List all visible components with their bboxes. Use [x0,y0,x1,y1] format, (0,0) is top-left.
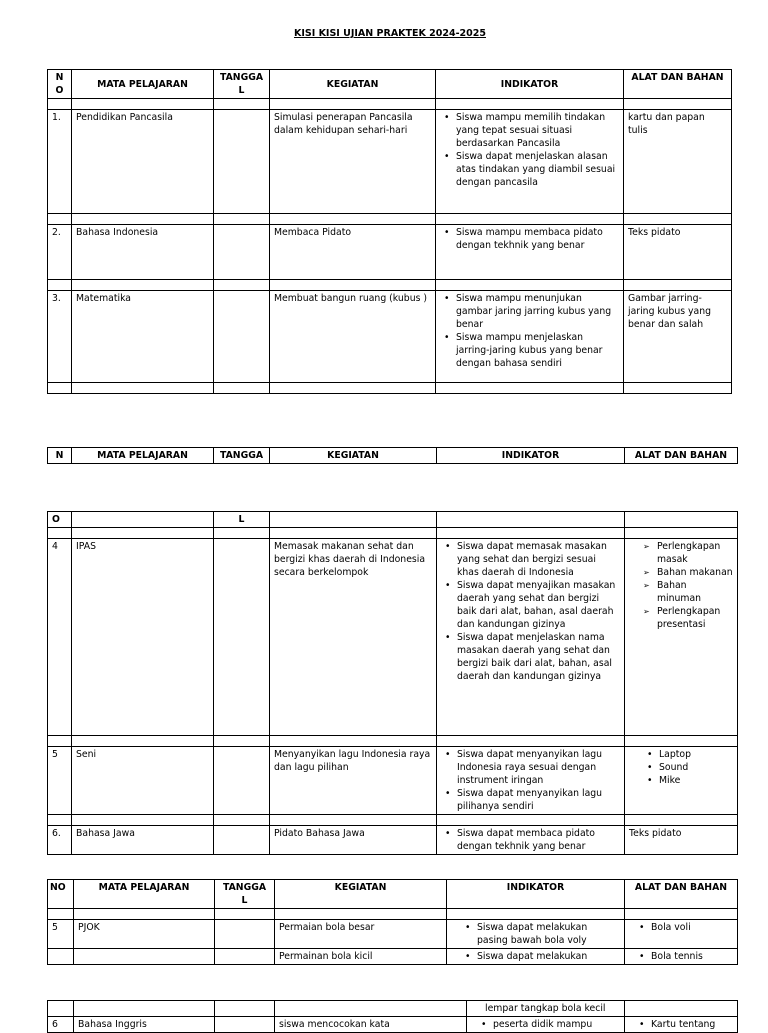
indikator-item: • Siswa dapat membaca pidato dengan tekhnik yang benar [441,827,620,853]
row-no: 4 [48,539,72,736]
alat-item: • Sound [643,761,733,774]
header-no: NO [48,880,74,909]
row-kegiatan: Permainan bola kicil [275,949,447,965]
indikator-item: • Siswa dapat menjelaskan nama masakan daerah yang sehat dan bergizi baik dari alat, bahan, asal daerah dan kandungan gizinya [441,631,620,683]
row-indikator [447,949,625,965]
row-tanggal [214,539,270,736]
header-indikator: INDIKATOR [436,70,624,99]
indikator-item: • Siswa dapat menyanyikan lagu pilihanya sendiri [441,787,620,813]
row-indikator [436,291,624,383]
alat-item: ➢ Bahan makanan [643,566,733,579]
header-no: N [48,448,72,464]
row-no [48,949,74,965]
row-tanggal [214,110,270,214]
row-mata-pelajaran: IPAS [72,539,214,736]
row-indikator [437,539,625,736]
row-alat-bahan: Gambar jarring-jaring kubus yang benar dan salah [624,291,732,383]
row-tanggal [214,747,270,815]
header-alat-bahan: ALAT DAN BAHAN [625,880,738,909]
header-indikator: INDIKATOR [447,880,625,909]
indikator-item: • peserta didik mampu [477,1018,620,1031]
row-alat-bahan [625,747,738,815]
row-kegiatan: siswa mencocokan kata [275,1017,467,1033]
row-kegiatan: Membaca Pidato [270,225,436,280]
header-kegiatan: KEGIATAN [270,70,436,99]
row-indikator [437,747,625,815]
row-mata-pelajaran: Matematika [72,291,214,383]
table-header-row-continued [48,512,738,528]
row-indikator [436,225,624,280]
alat-item: ➢ Bahan minuman [643,579,733,605]
table-row [48,920,738,949]
row-no: 6. [48,826,72,855]
row-tanggal [215,949,275,965]
table-row [48,1017,738,1033]
row-tanggal [215,920,275,949]
header-mata-pelajaran: MATA PELAJARAN [72,70,214,99]
header-tanggal: TANGGA [214,448,270,464]
alat-item: • Bola voli [635,921,733,934]
row-kegiatan: Membuat bangun ruang (kubus ) [270,291,436,383]
header-tanggal: TANGGA L [214,70,270,99]
row-mata-pelajaran: Bahasa Inggris [74,1017,215,1033]
kisi-table-1 [47,69,732,394]
row-mata-pelajaran: Bahasa Indonesia [72,225,214,280]
header-alat-bahan: ALAT DAN BAHAN [624,70,732,99]
row-alat-bahan [625,539,738,736]
row-alat-bahan [625,1017,738,1033]
indikator-item: • Siswa mampu memilih tindakan yang tepat sesuai situasi berdasarkan Pancasila [440,111,619,150]
table-row [48,826,738,855]
row-kegiatan: Simulasi penerapan Pancasila dalam kehidupan sehari-hari [270,110,436,214]
indikator-item: • Siswa dapat menyajikan masakan daerah yang sehat dan bergizi baik dari alat, bahan, asal daerah dan kandungan gizinya [441,579,620,631]
alat-item: • Kartu tentang [635,1018,733,1031]
row-alat-bahan: kartu dan papan tulis [624,110,732,214]
table-header-row [48,448,738,464]
row-no: 3. [48,291,72,383]
header-indikator: INDIKATOR [437,448,625,464]
table-header-row [48,70,732,99]
header-kegiatan: KEGIATAN [275,880,447,909]
row-alat-bahan [625,949,738,965]
alat-item: • Mike [643,774,733,787]
kisi-table-4 [47,879,738,965]
indikator-item: • Siswa mampu menunjukan gambar jaring jarring kubus yang benar [440,292,619,331]
kisi-table-2-header [47,447,738,464]
row-tanggal [214,225,270,280]
indikator-item: • Siswa mampu menjelaskan jarring-jaring kubus yang benar dengan bahasa sendiri [440,331,619,370]
row-indikator [467,1017,625,1033]
kisi-table-3 [47,511,738,855]
indikator-item: • Siswa dapat memasak masakan yang sehat dan bergizi sesuai khas daerah di Indonesia [441,540,620,579]
table-row [48,747,738,815]
kisi-table-5 [47,1000,738,1033]
header-tanggal: TANGGA L [215,880,275,909]
table-row-continued [48,1001,738,1017]
row-indikator [447,920,625,949]
header-mata-pelajaran: MATA PELAJARAN [74,880,215,909]
row-indikator [436,110,624,214]
row-alat-bahan: Teks pidato [625,826,738,855]
header-tanggal-cont: L [214,512,270,528]
row-kegiatan: Menyanyikan lagu Indonesia raya dan lagu pilihan [270,747,437,815]
row-kegiatan: Pidato Bahasa Jawa [270,826,437,855]
table-row [48,539,738,736]
indikator-item: • Siswa dapat melakukan pasing bawah bola voly [461,921,620,947]
row-kegiatan: Permaian bola besar [275,920,447,949]
row-indikator-continued: lempar tangkap bola kecil [467,1001,625,1017]
header-no: N O [48,70,72,99]
table-row [48,949,738,965]
alat-item: ➢ Perlengkapan masak [643,540,733,566]
row-no: 1. [48,110,72,214]
row-mata-pelajaran [74,949,215,965]
header-kegiatan: KEGIATAN [270,448,437,464]
indikator-item: • Siswa dapat menyanyikan lagu Indonesia raya sesuai dengan instrument iringan [441,748,620,787]
row-mata-pelajaran: Bahasa Jawa [72,826,214,855]
row-kegiatan: Memasak makanan sehat dan bergizi khas daerah di Indonesia secara berkelompok [270,539,437,736]
row-mata-pelajaran: PJOK [74,920,215,949]
row-mata-pelajaran: Pendidikan Pancasila [72,110,214,214]
row-alat-bahan: Teks pidato [624,225,732,280]
row-alat-bahan [625,920,738,949]
table-row [48,110,732,214]
table-row [48,225,732,280]
alat-item: ➢ Perlengkapan presentasi [643,605,733,631]
header-alat-bahan: ALAT DAN BAHAN [625,448,738,464]
header-no-cont: O [48,512,72,528]
row-indikator [437,826,625,855]
row-no: 2. [48,225,72,280]
row-tanggal [214,291,270,383]
indikator-item: • Siswa mampu membaca pidato dengan tekhnik yang benar [440,226,619,252]
alat-item: • Laptop [643,748,733,761]
alat-item: • Bola tennis [635,950,733,963]
table-header-row [48,880,738,909]
row-no: 5 [48,747,72,815]
document-title: KISI KISI UJIAN PRAKTEK 2024-2025 [293,28,486,39]
indikator-item: • Siswa dapat menjelaskan alasan atas tindakan yang diambil sesuai dengan pancasila [440,150,619,189]
row-mata-pelajaran: Seni [72,747,214,815]
row-no: 6 [48,1017,74,1033]
table-row [48,291,732,383]
row-tanggal [214,826,270,855]
indikator-item: • Siswa dapat melakukan [461,950,620,963]
row-tanggal [215,1017,275,1033]
header-mata-pelajaran: MATA PELAJARAN [72,448,214,464]
row-no: 5 [48,920,74,949]
